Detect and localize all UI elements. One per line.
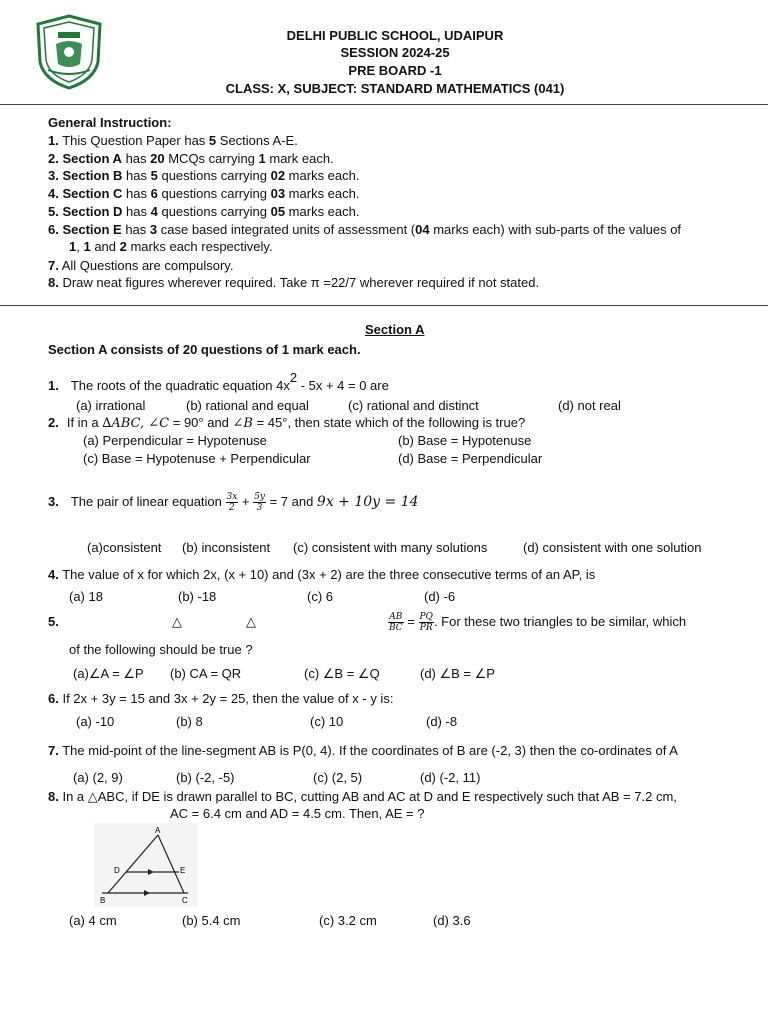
section-subtitle: Section A consists of 20 questions of 1 mark each.	[48, 342, 361, 357]
fraction: $\frac{3x}{2}$	[226, 492, 238, 514]
class-subject: CLASS: X, SUBJECT: STANDARD MATHEMATICS (041)	[225, 81, 565, 96]
instruction-item: 2. Section A has 20 MCQs carrying 1 mark each.	[48, 151, 334, 166]
instruction-item: 7. All Questions are compulsory.	[48, 258, 234, 273]
option: (b) (-2, -5)	[176, 770, 235, 785]
option: (c) rational and distinct	[348, 398, 479, 413]
instruction-item: 1. This Question Paper has 5 Sections A-E.	[48, 133, 298, 148]
question-7: 7. The mid-point of the line-segment AB is P(0, 4). If the coordinates of B are (-2, 3) then the co-ordinates of A	[48, 743, 678, 758]
question-3: 3. The pair of linear equation $\frac{3x}{2}$ + $\frac{5y}{3}$ = 7 and 9x + 10y = 14	[48, 492, 419, 514]
option: (d) -6	[424, 589, 456, 604]
option: (a) (2, 9)	[73, 770, 123, 785]
option: (d) (-2, 11)	[420, 770, 481, 785]
instruction-item: 8. Draw neat figures wherever required. Take π =22/7 wherever required if not stated.	[48, 275, 540, 290]
fraction: $\frac{AB}{BC}$	[389, 612, 403, 634]
option: (a) -10	[76, 714, 115, 729]
fraction: $\frac{5y}{3}$	[254, 492, 265, 514]
option: (d) 3.6	[433, 913, 471, 928]
figure-label-a: A	[155, 826, 161, 835]
question-5-continued: of the following should be true ?	[69, 642, 253, 657]
figure-label-c: C	[182, 896, 188, 905]
figure-label-b: B	[100, 896, 106, 905]
instruction-item: 3. Section B has 5 questions carrying 02 marks each.	[48, 168, 360, 183]
option: (b) 5.4 cm	[182, 913, 241, 928]
option: (d) Base = Perpendicular	[398, 451, 543, 466]
header-divider	[0, 104, 768, 105]
triangle-symbol: △	[246, 614, 256, 629]
question-2: 2. If in a ∆ABC, ∠C = 90° and ∠B = 45°, then state which of the following is true?	[48, 415, 526, 431]
instruction-item: 1, 1 and 2 marks each respectively.	[69, 239, 273, 254]
question-8: 8. In a △ABC, if DE is drawn parallel to BC, cutting AB and AC at D and E respectively such that AB = 7.2 cm,	[48, 789, 677, 804]
instructions-divider	[0, 305, 768, 306]
option: (c) 6	[307, 589, 333, 604]
option: (d) ∠B = ∠P	[420, 666, 495, 681]
option: (d) consistent with one solution	[523, 540, 702, 555]
option: (a)∠A = ∠P	[73, 666, 144, 681]
option: (b) 8	[176, 714, 203, 729]
option: (a)consistent	[87, 540, 162, 555]
triangle-symbol: △	[172, 614, 182, 629]
option: (b) CA = QR	[170, 666, 242, 681]
question-1: 1. The roots of the quadratic equation $4x^2 - 5x + 4 = 0$ are	[48, 370, 389, 393]
question-8-continued: AC = 6.4 cm and AD = 4.5 cm. Then, AE = ?	[170, 806, 425, 821]
option: (c) consistent with many solutions	[293, 540, 488, 555]
figure-label-d: D	[114, 866, 120, 875]
instruction-item: 4. Section C has 6 questions carrying 03 marks each.	[48, 186, 360, 201]
option: (c) 3.2 cm	[319, 913, 377, 928]
option: (c) 10	[310, 714, 344, 729]
option: (a) irrational	[76, 398, 146, 413]
question-4: 4. The value of x for which 2x, (x + 10) and (3x + 2) are the three consecutive terms of an AP, is	[48, 567, 596, 582]
option: (b) -18	[178, 589, 217, 604]
option: (c) Base = Hypotenuse + Perpendicular	[83, 451, 311, 466]
question-5-number: 5.	[48, 614, 59, 629]
option: (c) (2, 5)	[313, 770, 363, 785]
option: (b) rational and equal	[186, 398, 309, 413]
option: (a) Perpendicular = Hypotenuse	[83, 433, 267, 448]
session: SESSION 2024-25	[340, 45, 450, 60]
school-name: DELHI PUBLIC SCHOOL, UDAIPUR	[286, 28, 504, 43]
option: (b) Base = Hypotenuse	[398, 433, 532, 448]
option: (d) not real	[558, 398, 621, 413]
instruction-item: 6. Section E has 3 case based integrated units of assessment (04 marks each) with sub-parts of the values of	[48, 222, 682, 237]
option: (a) 4 cm	[69, 913, 117, 928]
option: (a) 18	[69, 589, 103, 604]
exam-name: PRE BOARD -1	[348, 63, 442, 78]
question-5-ratio: $\frac{AB}{BC}$ = $\frac{PQ}{PR}$ . For these two triangles to be similar, which	[389, 612, 687, 634]
fraction: $\frac{PQ}{PR}$	[419, 612, 433, 634]
question-6: 6. If 2x + 3y = 15 and 3x + 2y = 25, then the value of x - y is:	[48, 691, 394, 706]
section-title: Section A	[365, 322, 425, 337]
option: (b) inconsistent	[182, 540, 271, 555]
figure-label-e: E	[180, 866, 186, 875]
triangle-figure	[94, 823, 198, 907]
instructions-title: General Instruction:	[48, 115, 172, 130]
school-logo	[34, 14, 104, 90]
instruction-item: 5. Section D has 4 questions carrying 05 marks each.	[48, 204, 360, 219]
option: (d) -8	[426, 714, 458, 729]
option: (c) ∠B = ∠Q	[304, 666, 380, 681]
